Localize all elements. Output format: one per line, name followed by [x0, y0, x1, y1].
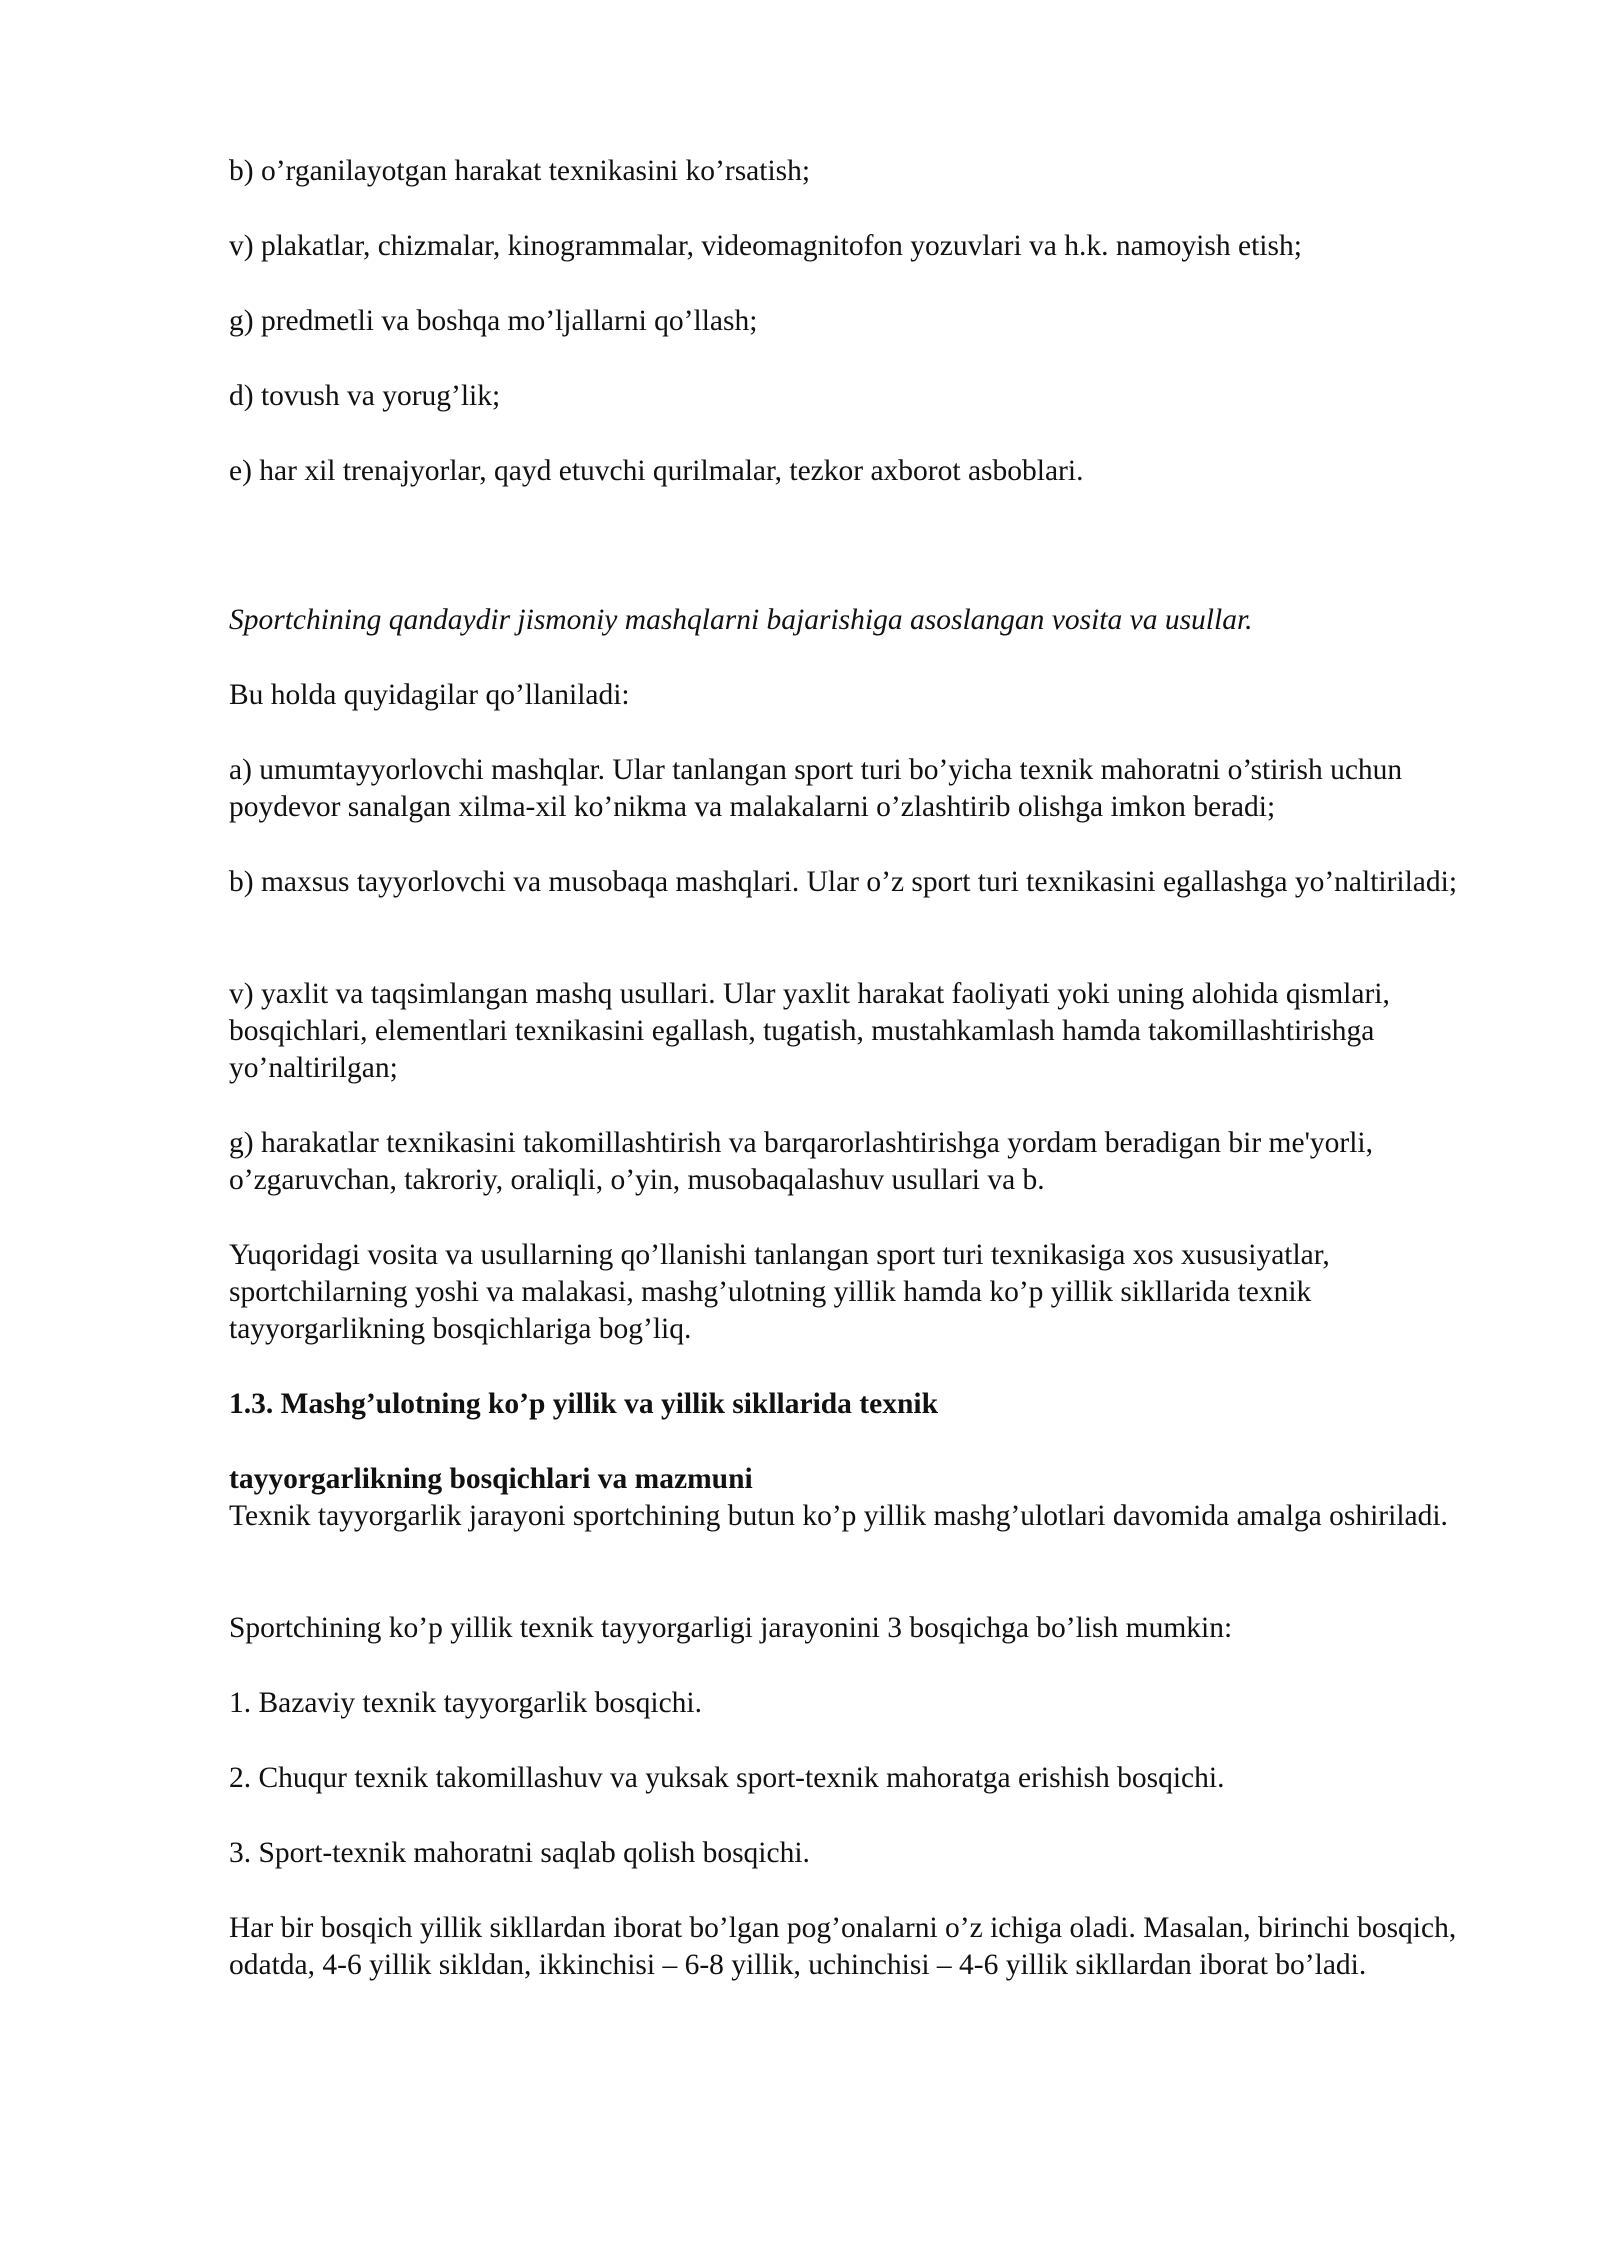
stage-item-2: 2. Chuqur texnik takomillashuv va yuksak sport-texnik mahoratga erishish bosqichi. [229, 1762, 1225, 1794]
list-item-d: d) tovush va yorug’lik; [229, 380, 501, 412]
intro-paragraph: Bu holda quyidagilar qo’llaniladi: [229, 679, 630, 711]
stage-item-1: 1. Bazaviy texnik tayyorgarlik bosqichi. [229, 1687, 702, 1719]
stages-intro-paragraph: Sportchining ko’p yillik texnik tayyorgarligi jarayonini 3 bosqichga bo’lish mumkin: [229, 1612, 1233, 1644]
list-item-e: e) har xil trenajyorlar, qayd etuvchi qurilmalar, tezkor axborot asboblari. [229, 455, 1084, 487]
list-item-b: b) o’rganilayotgan harakat texnikasini ko’rsatish; [229, 155, 811, 187]
stage-item-3: 3. Sport-texnik mahoratni saqlab qolish bosqichi. [229, 1837, 810, 1869]
closing-paragraph: Har bir bosqich yillik sikllardan iborat bo’lgan pog’onalarni o’z ichiga oladi. Masalan, birinchi bosqich, odatda, 4-6 yillik sikldan, ikkinchisi – 6-8 yillik, uchinchisi – 4-6 yillik sikllardan iborat bo’ladi. [229, 1912, 1457, 1981]
section-heading-line-1: 1.3. Mashg’ulotning ko’p yillik va yillik sikllarida texnik [229, 1388, 938, 1420]
section-heading-line-2: tayyorgarlikning bosqichlari va mazmuni [229, 1463, 753, 1495]
section-intro-paragraph: Texnik tayyorgarlik jarayoni sportchining butun ko’p yillik mashg’ulotlari davomida amalga oshiriladi. [229, 1500, 1448, 1532]
italic-subheading: Sportchining qandaydir jismoniy mashqlarni bajarishiga asoslangan vosita va usullar. [229, 604, 1253, 636]
list-item-g: g) predmetli va boshqa mo’ljallarni qo’llash; [229, 305, 758, 337]
list-item-g-exercises: g) harakatlar texnikasini takomillashtirish va barqarorlashtirishga yordam beradigan bir me'yorli, o’zgaruvchan, takroriy, oraliqli, o’yin, musobaqalashuv usullari va b. [229, 1127, 1373, 1196]
list-item-b-exercises: b) maxsus tayyorlovchi va musobaqa mashqlari. Ular o’z sport turi texnikasini egallashga yo’naltiriladi; [229, 866, 1458, 898]
list-item-v: v) plakatlar, chizmalar, kinogrammalar, videomagnitofon yozuvlari va h.k. namoyish etish; [229, 230, 1302, 262]
list-item-v-exercises: v) yaxlit va taqsimlangan mashq usullari. Ular yaxlit harakat faoliyati yoki uning alohida qismlari, bosqichlari, elementlari texnikasini egallash, tugatish, mustahkamlash hamda takomillashtirishga yo’naltirilgan; [229, 978, 1390, 1084]
list-item-a-exercises: a) umumtayyorlovchi mashqlar. Ular tanlangan sport turi bo’yicha texnik mahoratni o’stirish uchun poydevor sanalgan xilma-xil ko’nikma va malakalarni o’zlashtirib olishga imkon beradi; [229, 754, 1403, 823]
summary-paragraph: Yuqoridagi vosita va usullarning qo’llanishi tanlangan sport turi texnikasiga xos xususiyatlar, sportchilarning yoshi va malakasi, mashg’ulotning yillik hamda ko’p yillik sikllarida texnik tayyorgarlikning bosqichlariga bog’liq. [229, 1239, 1330, 1345]
